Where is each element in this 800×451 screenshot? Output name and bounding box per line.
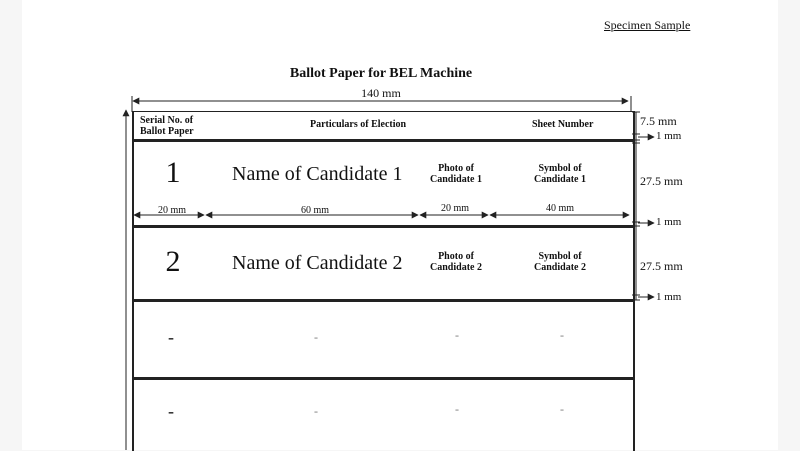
- serial-header-line-2: Ballot Paper: [140, 126, 194, 137]
- sheet-number-header: Sheet Number: [532, 119, 594, 130]
- candidate-2-name: Name of Candidate 2: [232, 252, 403, 274]
- row-height-label: 27.5 mm: [640, 259, 683, 273]
- candidate-1-name: Name of Candidate 1: [232, 163, 403, 185]
- row-height-label: 27.5 mm: [640, 174, 683, 188]
- total-width-label: 140 mm: [361, 86, 401, 100]
- placeholder-name: -: [314, 404, 318, 418]
- candidate-1-photo-line-2: Candidate 1: [430, 174, 482, 185]
- candidate-1-symbol-line-2: Candidate 1: [534, 174, 586, 185]
- specimen-label: Specimen Sample: [604, 18, 691, 32]
- candidate-2-symbol-line-1: Symbol of: [538, 251, 582, 262]
- separator-label: 1 mm: [656, 130, 682, 142]
- placeholder-serial: -: [168, 327, 174, 347]
- placeholder-photo: -: [455, 328, 459, 342]
- candidate-1-photo-line-1: Photo of: [438, 163, 474, 174]
- candidate-2-photo-line-1: Photo of: [438, 251, 474, 262]
- candidate-2-symbol-line-2: Candidate 2: [534, 262, 586, 273]
- placeholder-serial: -: [168, 401, 174, 421]
- page-title: Ballot Paper for BEL Machine: [289, 66, 473, 81]
- candidate-1-symbol-line-1: Symbol of: [538, 163, 582, 174]
- column-width-particulars: 60 mm: [300, 205, 330, 216]
- candidate-2-photo-line-2: Candidate 2: [430, 262, 482, 273]
- column-width-serial: 20 mm: [157, 205, 187, 216]
- placeholder-photo: -: [455, 402, 459, 416]
- serial-header-line-1: Serial No. of: [140, 115, 194, 126]
- candidate-2-serial: 2: [165, 245, 181, 278]
- separator-label: 1 mm: [656, 216, 682, 228]
- candidate-1-serial: 1: [165, 156, 181, 189]
- column-width-symbol: 40 mm: [545, 203, 575, 214]
- column-width-photo: 20 mm: [440, 203, 470, 214]
- placeholder-name: -: [314, 330, 318, 344]
- placeholder-symbol: -: [560, 328, 564, 342]
- separator-label: 1 mm: [656, 291, 682, 303]
- placeholder-symbol: -: [560, 402, 564, 416]
- particulars-header: Particulars of Election: [310, 119, 407, 130]
- header-height-label: 7.5 mm: [640, 114, 677, 128]
